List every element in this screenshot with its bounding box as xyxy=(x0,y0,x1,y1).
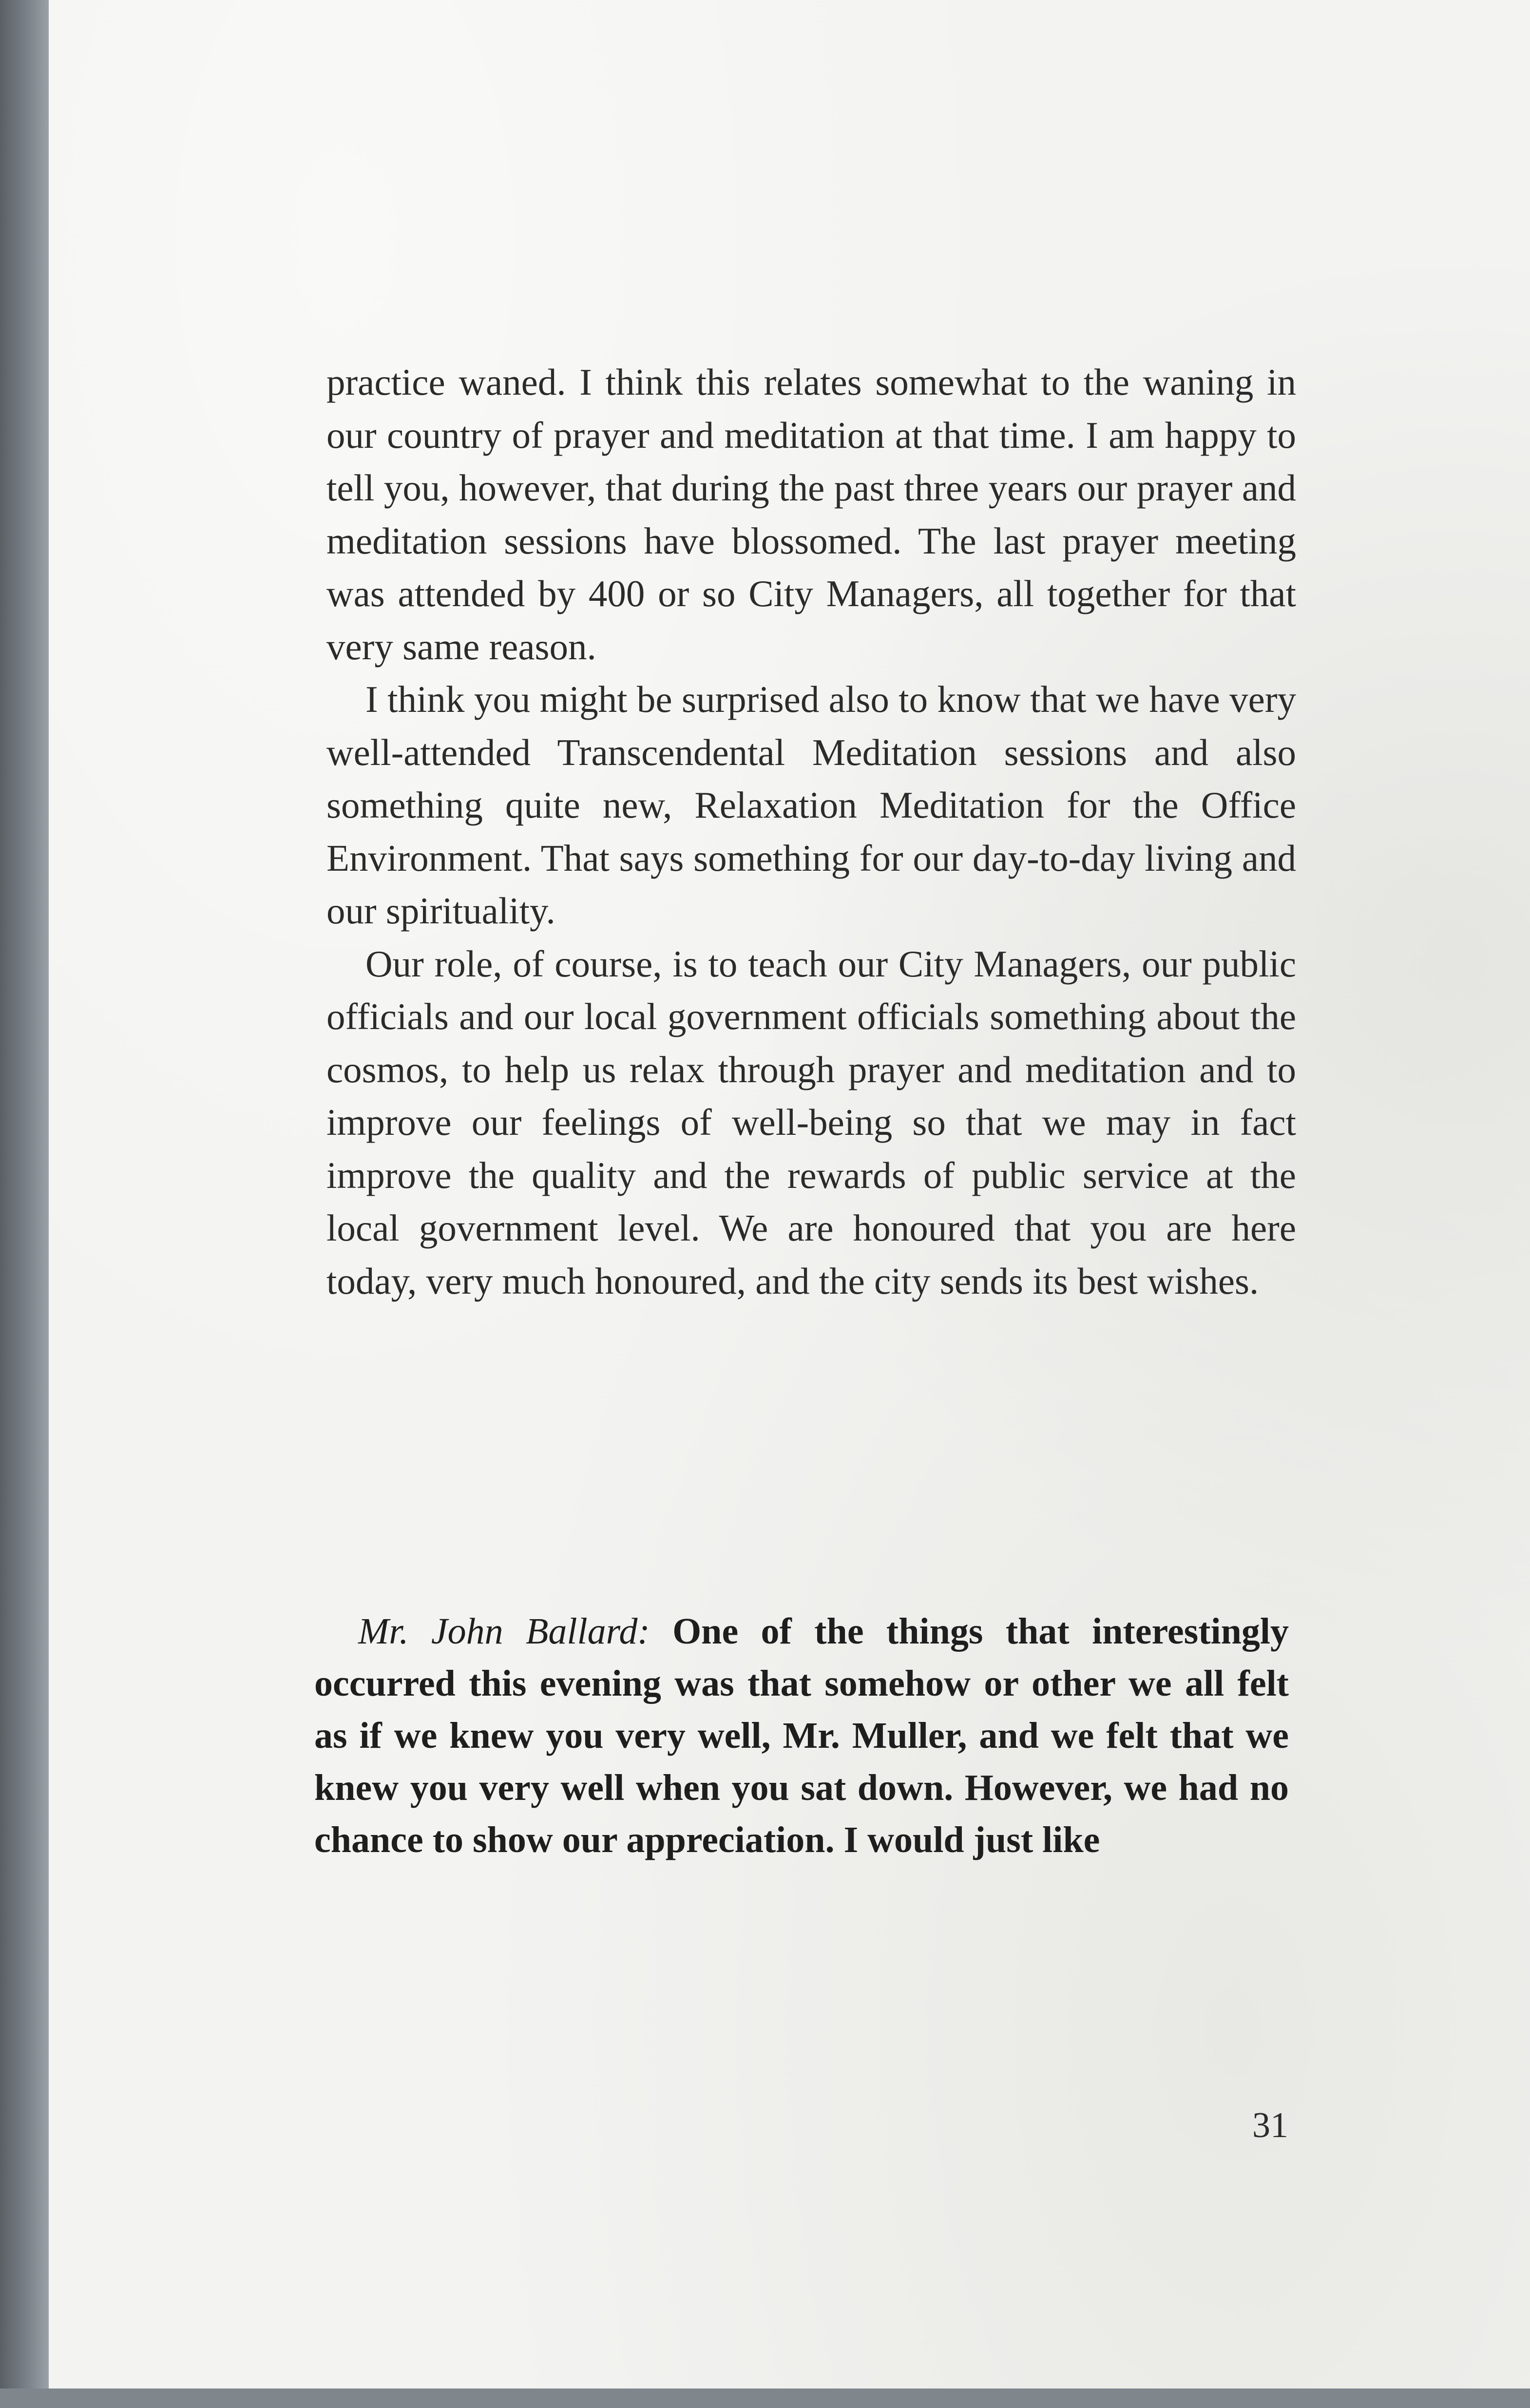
paragraph: Our role, of course, is to teach our City Managers, our public officials and our local government officials something about the cosmos, to help us relax through prayer and meditation and to improve our feelings of well-being so that we may in fact improve the quality and the rewards of public service at the local government level. We are honoured that you are here today, very much honoured, and the city sends its best wishes. xyxy=(326,942,1296,1302)
page-number: 31 xyxy=(1252,2105,1288,2145)
paragraph: I think you might be surprised also to know that we have very well-attended Transcendental Meditation sessions and also something quite new, Relaxation Meditation for the Office Environment. That says something for our day-to-day living and our spirituality. xyxy=(326,678,1296,932)
remarks-text: One of the things that interestingly occurred this evening was that somehow or other we all felt as if we knew you very well, Mr. Muller, and we felt that we knew you very well when you sat down. However, we had no chance to show our appreciation. I would just like xyxy=(314,1611,1289,1860)
speaker-name: Mr. John Ballard: xyxy=(358,1611,650,1652)
body-text xyxy=(326,356,1296,1307)
paragraph-continued: practice waned. I think this relates somewhat to the waning in our country of prayer and meditation at that time. I am happy to tell you, however, that during the past three years our prayer and meditation sessions have blossomed. The last prayer meeting was attended by 400 or so City Managers, all together for that very same reason. xyxy=(326,361,1296,668)
scan-shadow-bottom xyxy=(0,2389,1530,2408)
remarks-paragraph xyxy=(314,1605,1289,1866)
remarks-section xyxy=(314,1605,1289,1866)
book-page xyxy=(49,0,1530,2389)
scan-shadow-left xyxy=(0,0,49,2408)
